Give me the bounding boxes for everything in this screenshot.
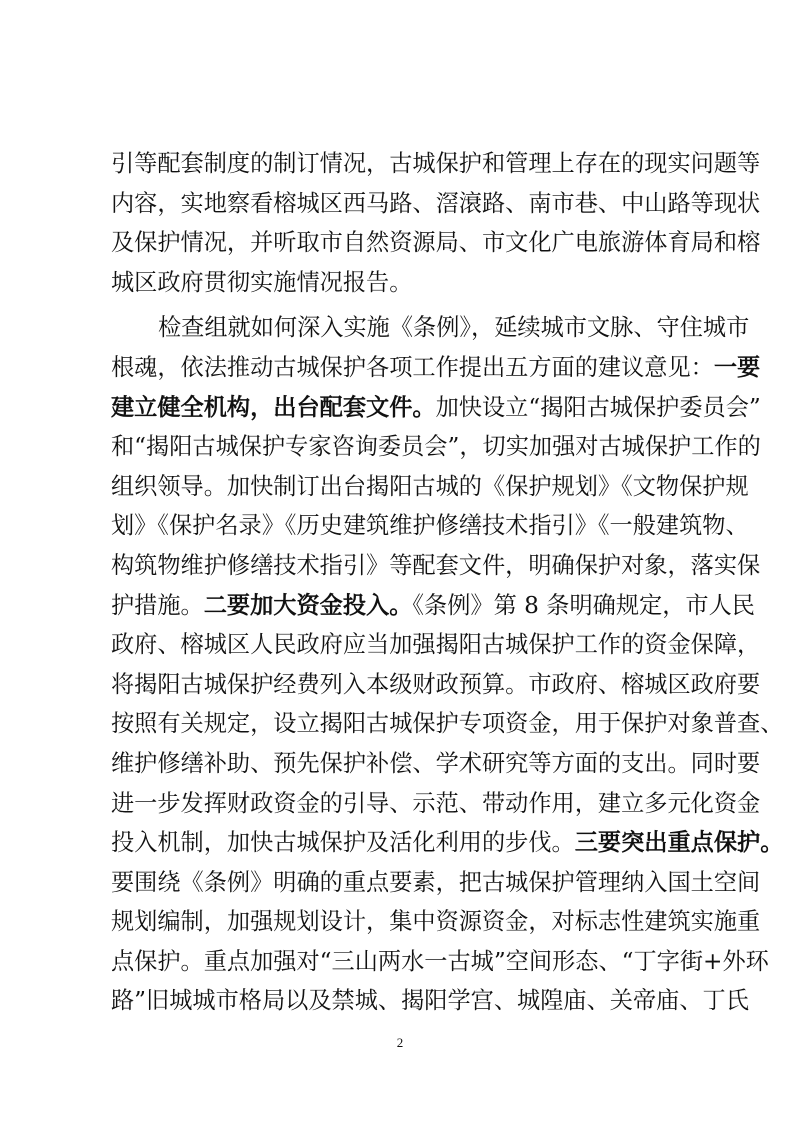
text-line: 点保护。重点加强对“三山两水一古城”空间形态、“丁字街+外环 bbox=[111, 947, 769, 975]
text-line: 城区政府贯彻实施情况报告。 bbox=[111, 268, 413, 296]
text-line: 引等配套制度的制订情况，古城保护和管理上存在的现实问题等 bbox=[111, 150, 761, 177]
text-line: 政府、榕城区人民政府应当加强揭阳古城保护工作的资金保障， bbox=[111, 631, 761, 659]
text-line: 维护修缮补助、预先保护补偿、学术研究等方面的支出。同时要 bbox=[111, 749, 761, 777]
text-line: 构筑物维护修缮技术指引》等配套文件，明确保护对象，落实保 bbox=[111, 551, 761, 579]
body-text bbox=[111, 144, 784, 1021]
text-line: 将揭阳古城保护经费列入本级财政预算。市政府、榕城区政府要 bbox=[111, 670, 761, 698]
text-line: 及保护情况，并听取市自然资源局、市文化广电旅游体育局和榕 bbox=[111, 229, 761, 257]
text-line: 按照有关规定，设立揭阳古城保护专项资金，用于保护对象普查、 bbox=[111, 710, 784, 738]
text-line: 要围绕《条例》明确的重点要素，把古城保护管理纳入国土空间 bbox=[111, 868, 761, 896]
text-line: 进一步发挥财政资金的引导、示范、带动作用，建立多元化资金 bbox=[111, 789, 761, 817]
bold-heading: 三要突出重点保护。 bbox=[574, 829, 784, 857]
text-line: 路”旧城城市格局以及禁城、揭阳学宫、城隍庙、关帝庙、丁氏 bbox=[111, 987, 749, 1015]
text-line: 建立健全机构，出台配套文件。加快设立“揭阳古城保护委员会” bbox=[111, 393, 761, 421]
text-line: 投入机制，加快古城保护及活化利用的步伐。三要突出重点保护。 bbox=[111, 829, 784, 857]
text-line: 和“揭阳古城保护专家咨询委员会”，切实加强对古城保护工作的 bbox=[111, 433, 761, 461]
text-line: 根魂，依法推动古城保护各项工作提出五方面的建议意见：一要 bbox=[111, 353, 761, 381]
text-line: 护措施。二要加大资金投入。《条例》第 8 条明确规定，市人民 bbox=[111, 591, 755, 619]
bold-heading: 建立健全机构，出台配套文件。 bbox=[111, 393, 436, 421]
bold-heading: 一要 bbox=[713, 353, 761, 381]
page-number: 2 bbox=[396, 1035, 404, 1050]
text-line: 组织领导。加快制订出台揭阳古城的《保护规划》《文物保护规 bbox=[111, 472, 749, 500]
text-line: 规划编制，加强规划设计，集中资源资金，对标志性建筑实施重 bbox=[111, 908, 761, 936]
bold-heading: 二要加大资金投入。 bbox=[203, 591, 413, 619]
text-line: 划》《保护名录》《历史建筑维护修缮技术指引》《一般建筑物、 bbox=[111, 512, 749, 540]
text-line: 内容，实地察看榕城区西马路、滘滖路、南市巷、中山路等现状 bbox=[111, 189, 761, 217]
text-line: 检查组就如何深入实施《条例》，延续城市文脉、守住城市 bbox=[158, 314, 750, 342]
